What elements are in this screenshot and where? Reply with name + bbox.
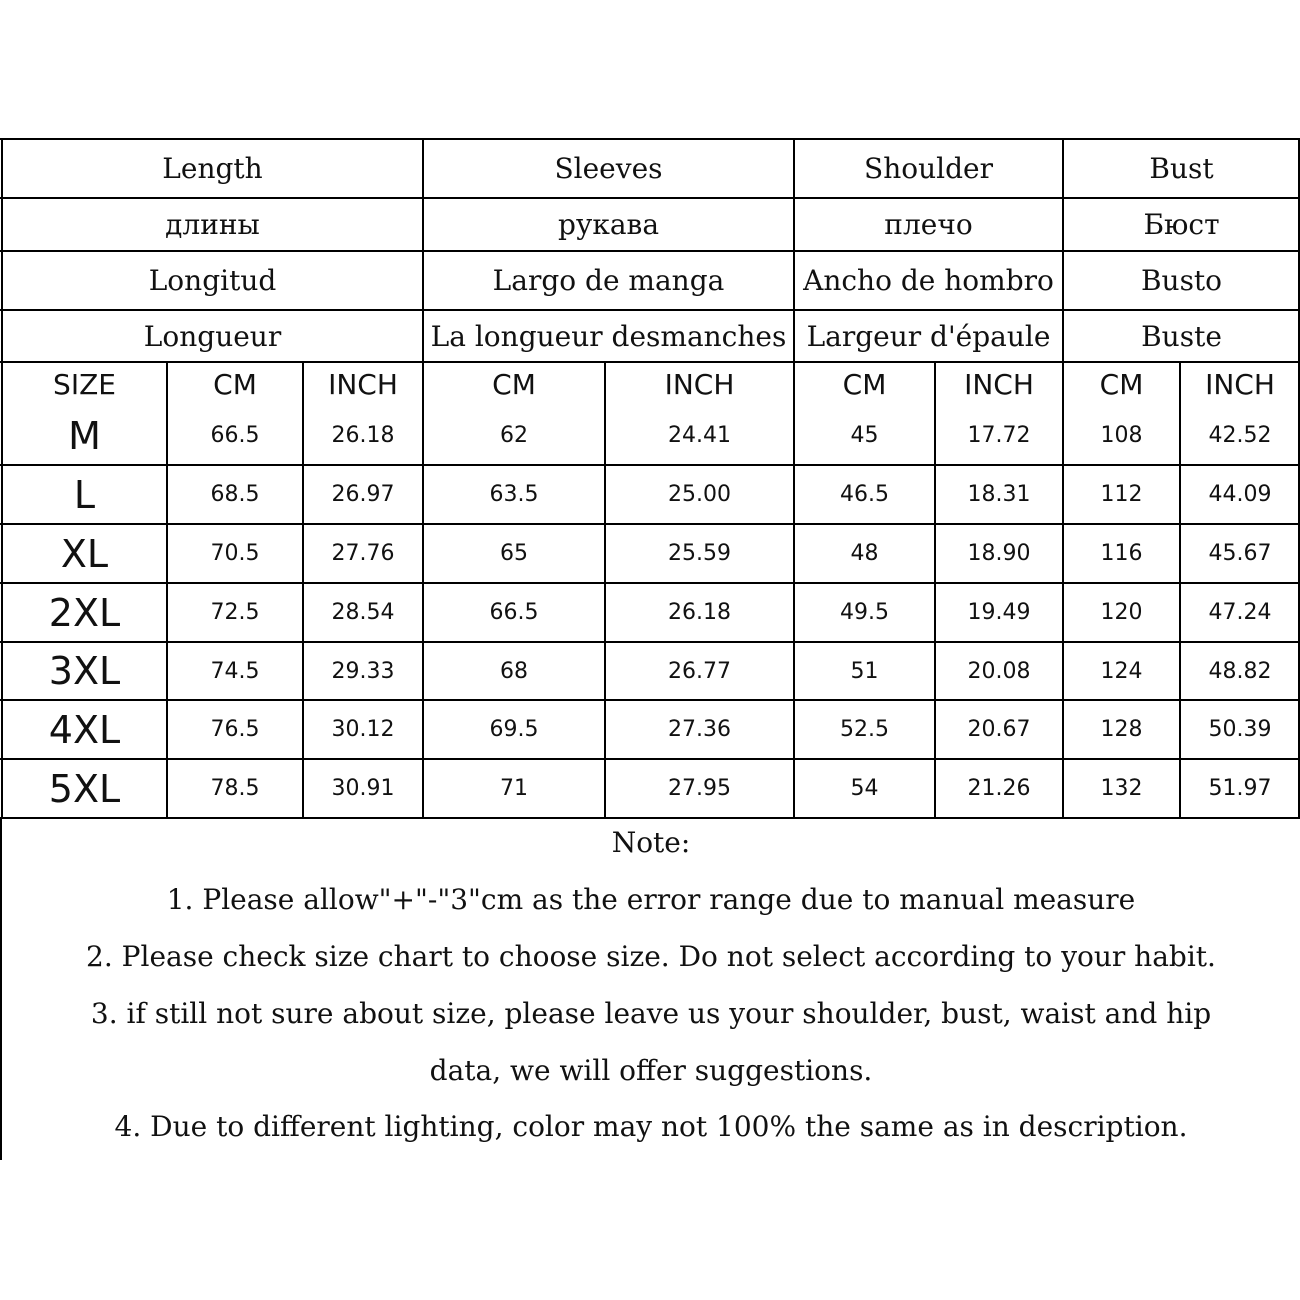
measure-value: 26.97 (331, 482, 395, 507)
measure-value: 78.5 (210, 776, 260, 801)
column-header: CM (492, 367, 536, 401)
measure-value: 51.97 (1208, 776, 1272, 801)
measure-value: 51 (850, 658, 879, 684)
note-line: 1. Please allow"+"-"3"cm as the error range due to manual measure (166, 883, 1136, 916)
table-rule (1179, 362, 1181, 818)
header-cell: Ancho de hombro (803, 264, 1054, 297)
measure-value: 21.26 (967, 776, 1031, 801)
table-rule (302, 362, 304, 818)
measure-value: 25.00 (668, 482, 731, 507)
header-cell: длины (165, 208, 260, 241)
measure-value: 26.18 (668, 600, 731, 625)
measure-value: 20.67 (967, 717, 1031, 742)
size-label: 4XL (48, 707, 121, 752)
measure-value: 72.5 (210, 600, 260, 625)
measure-value: 68 (500, 658, 528, 684)
header-cell: La longueur desmanches (430, 319, 787, 353)
measure-value: 44.09 (1208, 482, 1272, 507)
measure-value: 54 (850, 776, 879, 801)
table-rule (1062, 139, 1064, 362)
measure-value: 63.5 (489, 482, 539, 507)
size-label: 3XL (48, 649, 121, 693)
column-header: SIZE (53, 367, 116, 401)
header-cell: рукава (557, 208, 660, 241)
header-cell: Shoulder (864, 152, 993, 185)
measure-value: 69.5 (489, 717, 539, 742)
table-rule (0, 464, 1300, 466)
measure-value: 25.59 (668, 541, 731, 566)
header-cell: Buste (1141, 319, 1222, 353)
table-rule (0, 817, 1300, 819)
table-rule (604, 362, 606, 818)
header-cell: Largo de manga (492, 264, 725, 297)
table-rule (793, 362, 795, 818)
table-rule (0, 582, 1300, 584)
measure-value: 17.72 (967, 423, 1031, 448)
table-rule (422, 139, 424, 362)
header-cell: Largeur d'épaule (806, 319, 1051, 353)
measure-value: 66.5 (210, 423, 260, 448)
column-header: CM (213, 367, 257, 401)
measure-value: 108 (1100, 423, 1143, 448)
measure-value: 120 (1100, 600, 1143, 625)
table-rule (0, 361, 1300, 363)
table-rule (422, 362, 424, 818)
measure-value: 76.5 (210, 717, 260, 742)
measure-value: 29.33 (331, 658, 395, 684)
header-cell: Longueur (143, 319, 282, 353)
table-rule (0, 138, 1300, 140)
table-rule (0, 641, 1300, 643)
measure-value: 28.54 (331, 600, 395, 625)
table-rule (0, 250, 1300, 252)
measure-value: 49.5 (840, 600, 889, 625)
column-header: INCH (1205, 367, 1275, 401)
table-rule (1062, 362, 1064, 818)
measure-value: 19.49 (967, 600, 1031, 625)
column-header: INCH (964, 367, 1034, 401)
measure-value: 71 (500, 776, 528, 801)
measure-value: 20.08 (967, 658, 1031, 684)
header-cell: плечо (884, 208, 973, 241)
notes-border (0, 818, 2, 1160)
measure-value: 62 (500, 423, 528, 448)
measure-value: 48 (850, 541, 879, 566)
measure-value: 74.5 (210, 658, 260, 684)
measure-value: 42.52 (1208, 423, 1272, 448)
column-header: CM (1099, 367, 1144, 401)
measure-value: 45 (850, 423, 879, 448)
note-heading: Note: (611, 826, 691, 859)
measure-value: 18.31 (967, 482, 1031, 507)
measure-value: 52.5 (840, 717, 889, 742)
table-rule (0, 309, 1300, 311)
header-cell: Length (162, 152, 263, 185)
table-rule (793, 139, 795, 362)
table-rule (0, 523, 1300, 525)
column-header: INCH (664, 367, 735, 401)
measure-value: 18.90 (967, 541, 1031, 566)
note-line: data, we will offer suggestions. (429, 1054, 873, 1087)
size-label: 5XL (48, 766, 121, 811)
size-label: L (73, 472, 96, 517)
measure-value: 26.18 (331, 423, 395, 448)
measure-value: 112 (1100, 482, 1143, 507)
measure-value: 27.36 (668, 717, 731, 742)
table-rule (0, 699, 1300, 701)
measure-value: 27.76 (331, 541, 395, 566)
table-rule (166, 362, 168, 818)
measure-value: 132 (1100, 776, 1143, 801)
header-cell: Bust (1149, 152, 1214, 185)
note-line: 4. Due to different lighting, color may not 100% the same as in description. (114, 1110, 1188, 1143)
column-header: CM (842, 367, 887, 401)
table-rule (934, 362, 936, 818)
size-label: 2XL (48, 590, 121, 635)
header-cell: Busto (1140, 264, 1223, 297)
measure-value: 26.77 (668, 658, 731, 684)
size-label: XL (60, 531, 109, 576)
measure-value: 46.5 (840, 482, 889, 507)
measure-value: 68.5 (210, 482, 260, 507)
measure-value: 116 (1100, 541, 1143, 566)
note-line: 3. if still not sure about size, please leave us your shoulder, bust, waist and hip (90, 997, 1212, 1030)
measure-value: 30.91 (331, 776, 395, 801)
measure-value: 70.5 (210, 541, 260, 566)
header-cell: Longitud (148, 264, 277, 297)
measure-value: 27.95 (668, 776, 731, 801)
measure-value: 30.12 (331, 717, 395, 742)
header-cell: Бюст (1143, 208, 1220, 241)
measure-value: 45.67 (1208, 541, 1272, 566)
measure-value: 66.5 (489, 600, 539, 625)
table-rule (1, 139, 3, 362)
measure-value: 65 (500, 541, 528, 566)
table-rule (1, 362, 3, 818)
measure-value: 50.39 (1208, 717, 1272, 742)
measure-value: 24.41 (668, 423, 731, 448)
header-cell: Sleeves (554, 152, 663, 185)
column-header: INCH (328, 367, 398, 401)
measure-value: 48.82 (1208, 658, 1272, 684)
table-rule (0, 197, 1300, 199)
table-rule (0, 758, 1300, 760)
size-label: M (68, 413, 101, 458)
measure-value: 47.24 (1208, 600, 1272, 625)
note-line: 2. Please check size chart to choose size. Do not select according to your habit. (86, 940, 1216, 973)
measure-value: 124 (1100, 658, 1143, 684)
measure-value: 128 (1100, 717, 1143, 742)
